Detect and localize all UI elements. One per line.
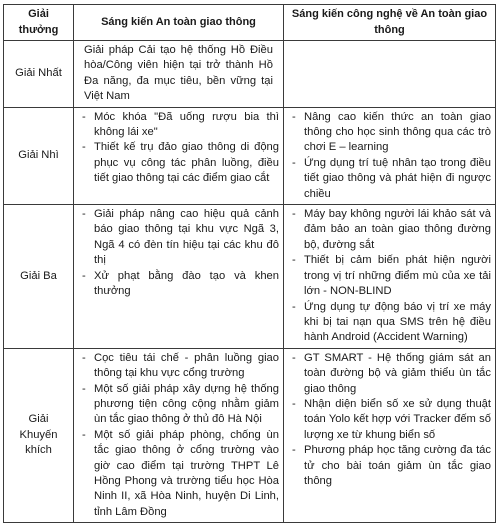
initiatives-cell — [74, 107, 284, 204]
tech-cell — [284, 41, 496, 108]
list-item: - Máy bay không người lái khảo sát và đảm bảo an toàn giao thông đường bộ, đường sắt — [304, 207, 491, 253]
initiatives-cell — [74, 41, 284, 108]
initiatives-cell — [74, 205, 284, 349]
tech-list — [288, 351, 491, 490]
list-item: - Nhận diện biển số xe sử dụng thuật toán Yolo kết hợp với Tracker đếm số lượng xe từ khung biển số — [304, 397, 491, 443]
initiatives-list — [78, 110, 279, 187]
header-award: Giải thưởng — [4, 5, 74, 41]
list-item: - Thiết bị cảm biến phát hiện người trong vị trí những điểm mù của xe tải lớn - NON-BLIND — [304, 253, 491, 299]
list-item: - Thiết kế trụ đảo giao thông di động phục vụ công tác phân luồng, điều tiết giao thông tại các điểm giao cắt — [94, 140, 279, 186]
initiatives-list — [78, 207, 279, 299]
header-tech-initiatives: Sáng kiến công nghệ về An toàn giao thông — [284, 5, 496, 41]
award-cell: Giải Khuyến khích — [4, 348, 74, 522]
header-traffic-initiatives: Sáng kiến An toàn giao thông — [74, 5, 284, 41]
list-item: - Cọc tiêu tái chế - phân luồng giao thông tại khu vực cổng trường — [94, 351, 279, 382]
tech-cell — [284, 107, 496, 204]
initiative-text: Giải pháp Cải tạo hệ thống Hồ Điều hòa/Công viên hiện tại trở thành Hồ Đa năng, đa mục tiêu, bền vững tại Việt Nam — [84, 44, 273, 103]
table-row — [4, 205, 496, 349]
table-row — [4, 348, 496, 522]
table-header-row — [4, 5, 496, 41]
awards-table — [3, 4, 496, 523]
list-item: - Giải pháp nâng cao hiệu quả cảnh báo giao thông tại khu vực Ngã 3, Ngã 4 có đèn tín hiệu tại các khu đô thị — [94, 207, 279, 269]
list-item: - GT SMART - Hệ thống giám sát an toàn đường bộ và giảm thiểu ùn tắc giao thông — [304, 351, 491, 397]
award-cell: Giải Ba — [4, 205, 74, 349]
list-item: - Một số giải pháp phòng, chống ùn tắc giao thông ở cổng trường vào giờ cao điểm tại trường THPT Lê Hồng Phong và trường tiểu học Hòa Ninh II, xã Hòa Ninh, huyện Di Linh, tỉnh Lâm Đồng — [94, 428, 279, 520]
awards-table-container — [3, 4, 495, 523]
tech-list — [288, 207, 491, 346]
table-row — [4, 41, 496, 108]
list-item: - Một số giải pháp xây dựng hệ thống phương tiện công cộng nhằm giảm ùn tắc giao thông ở thủ đô Hà Nội — [94, 382, 279, 428]
initiatives-list — [78, 351, 279, 520]
list-item: - Móc khóa "Đã uống rượu bia thì không lái xe" — [94, 110, 279, 141]
tech-cell — [284, 205, 496, 349]
tech-cell — [284, 348, 496, 522]
list-item: - Nâng cao kiến thức an toàn giao thông cho học sinh thông qua các trò chơi E – learning — [304, 110, 491, 156]
award-cell: Giải Nhì — [4, 107, 74, 204]
tech-list — [288, 110, 491, 202]
award-cell: Giải Nhất — [4, 41, 74, 108]
list-item: - Xử phạt bằng đào tạo và khen thưởng — [94, 269, 279, 300]
table-row — [4, 107, 496, 204]
list-item: - Phương pháp học tăng cường đa tác tử cho bài toán giảm ùn tắc giao thông — [304, 443, 491, 489]
list-item: - Ứng dụng trí tuệ nhân tạo trong điều tiết giao thông và phát hiện đi ngược chiều — [304, 156, 491, 202]
initiatives-cell — [74, 348, 284, 522]
list-item: - Ứng dụng tự động báo vị trí xe máy khi bị tai nạn qua SMS trên hệ điều hành Android (Accident Warning) — [304, 300, 491, 346]
